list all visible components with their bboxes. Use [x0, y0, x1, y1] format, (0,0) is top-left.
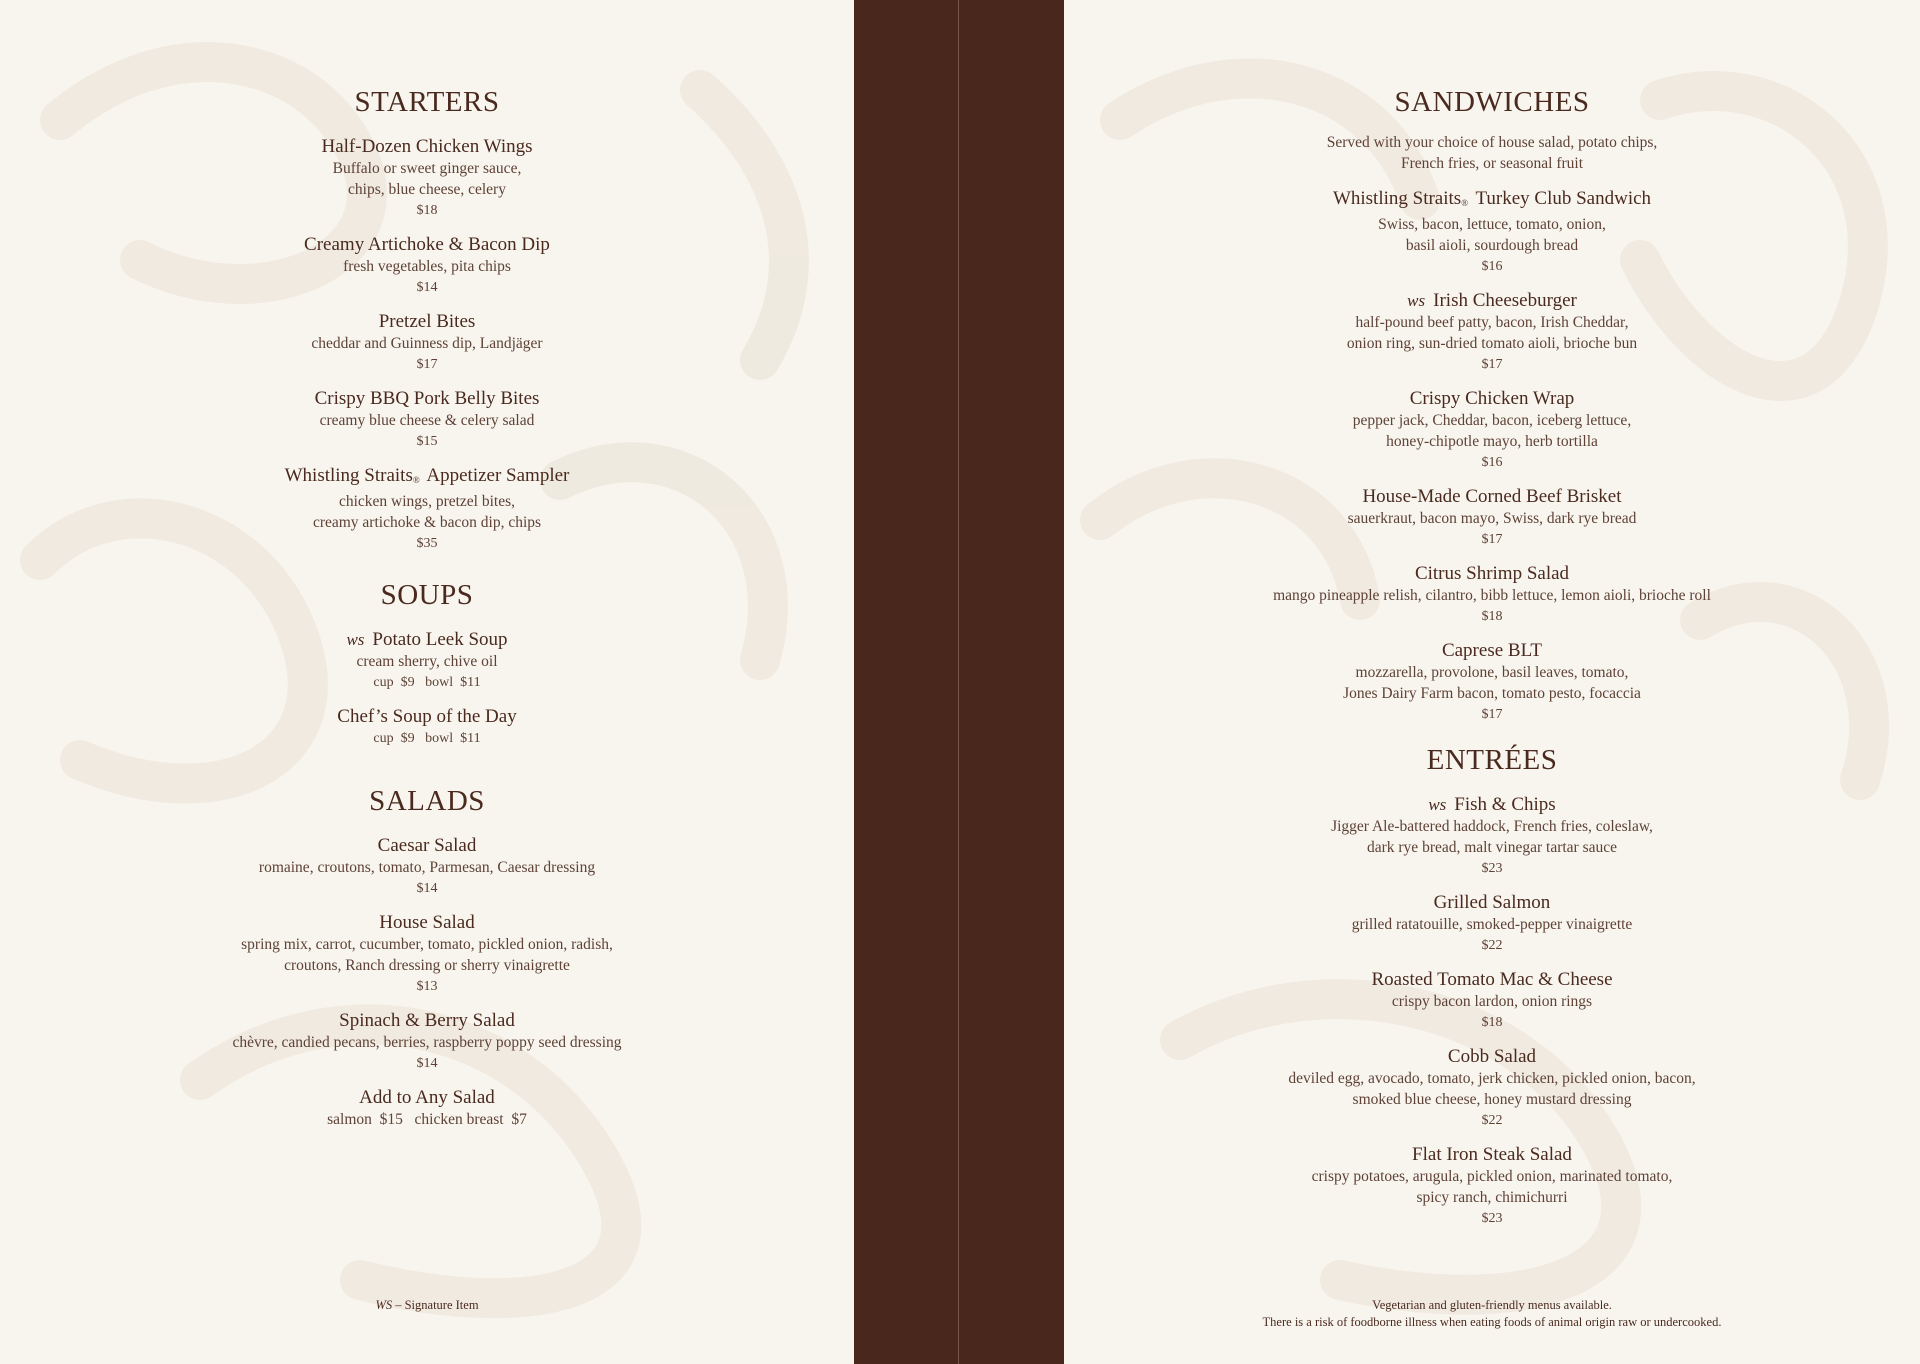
menu-item [0, 912, 854, 997]
item-description: spicy ranch, chimichurri [1416, 1189, 1568, 1206]
item-description: Swiss, bacon, lettuce, tomato, onion, [1378, 216, 1606, 233]
item-name: Add to Any Salad [359, 1087, 495, 1108]
section-title-sandwiches: SANDWICHES [1394, 86, 1590, 118]
item-description: half-pound beef patty, bacon, Irish Cheddar, [1355, 314, 1629, 331]
item-price: $18 [1481, 1015, 1503, 1030]
item-price: $14 [416, 1056, 438, 1071]
disclaimer-line: There is a risk of foodborne illness when eating foods of animal origin raw or undercooked. [1262, 1315, 1722, 1329]
menu-item [1064, 388, 1920, 473]
menu-item [1064, 290, 1920, 375]
entrees-section [1064, 742, 1920, 1242]
section-title-soups: SOUPS [380, 579, 474, 611]
item-name-rest: Turkey Club Sandwich [1475, 188, 1652, 209]
signature-legend [0, 1297, 854, 1314]
menu-item [1064, 1046, 1920, 1131]
signature-item-mark: ws [1407, 291, 1426, 310]
section-note-line: French fries, or seasonal fruit [1400, 155, 1584, 172]
item-name: Crispy BBQ Pork Belly Bites [314, 388, 540, 409]
menu-item [0, 234, 854, 298]
salads-section [0, 783, 854, 1143]
menu-item [0, 311, 854, 375]
menu-item [1064, 640, 1920, 725]
signature-item-mark: ws [346, 630, 365, 649]
item-description: smoked blue cheese, honey mustard dressing [1352, 1091, 1632, 1108]
item-name-rest: Appetizer Sampler [426, 465, 570, 486]
item-price: cup $9 bowl $11 [373, 731, 481, 746]
disclaimer-line: Vegetarian and gluten-friendly menus available. [1372, 1298, 1612, 1312]
menu-right-page [1064, 0, 1920, 1364]
menu-item [0, 835, 854, 899]
item-description: dark rye bread, malt vinegar tartar sauce [1366, 839, 1618, 856]
item-description: Jones Dairy Farm bacon, tomato pesto, focaccia [1343, 685, 1641, 702]
section-title-salads: SALADS [369, 785, 485, 817]
item-name: Creamy Artichoke & Bacon Dip [304, 234, 550, 255]
menu-item [0, 388, 854, 452]
item-description: spring mix, carrot, cucumber, tomato, pickled onion, radish, [241, 936, 613, 953]
item-price: cup $9 bowl $11 [373, 675, 481, 690]
menu-item [1064, 892, 1920, 956]
menu-left-page [0, 0, 854, 1364]
item-description: chèvre, candied pecans, berries, raspberry poppy seed dressing [232, 1034, 622, 1051]
item-price: $17 [1481, 532, 1503, 547]
starters-section [0, 84, 854, 567]
spine-fold-line [958, 0, 959, 1364]
item-name: Spinach & Berry Salad [339, 1010, 515, 1031]
item-name-text: Irish Cheeseburger [1433, 290, 1577, 311]
item-description: grilled ratatouille, smoked-pepper vinaigrette [1351, 916, 1633, 933]
item-price: $23 [1481, 861, 1503, 876]
item-description: chips, blue cheese, celery [348, 181, 506, 198]
item-name: Pretzel Bites [378, 311, 476, 332]
item-name: House-Made Corned Beef Brisket [1362, 486, 1622, 507]
item-name [0, 465, 854, 491]
item-description: crispy bacon lardon, onion rings [1391, 993, 1593, 1010]
item-name: Cobb Salad [1447, 1046, 1537, 1067]
signature-legend-text: – Signature Item [392, 1298, 479, 1312]
item-price: $14 [416, 881, 438, 896]
item-name: Grilled Salmon [1433, 892, 1551, 913]
menu-item [1064, 563, 1920, 627]
item-price: $13 [416, 979, 438, 994]
menu-item [0, 1087, 854, 1130]
menu-item [1064, 486, 1920, 550]
item-price: $16 [1481, 259, 1503, 274]
signature-item-mark: ws [1428, 795, 1447, 814]
menu-item [1064, 1144, 1920, 1229]
item-price: $22 [1481, 938, 1503, 953]
item-price: $17 [1481, 357, 1503, 372]
item-name: Citrus Shrimp Salad [1414, 563, 1570, 584]
item-price: $15 [416, 434, 438, 449]
item-name [1064, 188, 1920, 214]
registered-mark: ® [412, 475, 420, 485]
item-description: fresh vegetables, pita chips [343, 258, 511, 275]
item-name-text: Potato Leek Soup [372, 629, 508, 650]
item-price: $35 [416, 536, 438, 551]
section-title-entrees: ENTRÉES [1426, 744, 1558, 776]
item-description: mango pineapple relish, cilantro, bibb lettuce, lemon aioli, brioche roll [1273, 587, 1711, 604]
menu-item [1064, 188, 1920, 277]
item-price: $18 [1481, 609, 1503, 624]
item-name: Caesar Salad [377, 835, 477, 856]
item-name [1064, 290, 1920, 312]
item-description: crispy potatoes, arugula, pickled onion, marinated tomato, [1311, 1168, 1673, 1185]
menu-item [0, 465, 854, 554]
section-note [1064, 132, 1920, 174]
item-price-options: salmon $15 chicken breast $7 [327, 1111, 527, 1128]
section-title-starters: STARTERS [354, 86, 500, 118]
item-description: cream sherry, chive oil [356, 653, 498, 670]
item-name-text: Fish & Chips [1454, 794, 1556, 815]
item-name: House Salad [379, 912, 475, 933]
item-price: $16 [1481, 455, 1503, 470]
item-description: romaine, croutons, tomato, Parmesan, Caesar dressing [258, 859, 596, 876]
item-price: $23 [1481, 1211, 1503, 1226]
item-name: Half-Dozen Chicken Wings [321, 136, 533, 157]
item-price: $17 [416, 357, 438, 372]
item-description: sauerkraut, bacon mayo, Swiss, dark rye bread [1347, 510, 1637, 527]
item-description: pepper jack, Cheddar, bacon, iceberg lettuce, [1352, 412, 1632, 429]
item-description: cheddar and Guinness dip, Landjäger [311, 335, 543, 352]
signature-legend-mark: WS [375, 1298, 393, 1312]
item-name-brand: Whistling Straits [284, 465, 413, 486]
item-name: Flat Iron Steak Salad [1412, 1144, 1572, 1165]
item-name: Caprese BLT [1441, 640, 1543, 661]
item-price: $17 [1481, 707, 1503, 722]
item-name: Chef’s Soup of the Day [337, 706, 517, 727]
item-name-brand: Whistling Straits [1332, 188, 1462, 209]
item-description: honey-chipotle mayo, herb tortilla [1386, 433, 1598, 450]
menu-item [0, 706, 854, 749]
item-description: Jigger Ale-battered haddock, French fries, coleslaw, [1331, 818, 1653, 835]
registered-mark: ® [1461, 198, 1469, 208]
menu-item [1064, 969, 1920, 1033]
item-description: basil aioli, sourdough bread [1405, 237, 1579, 254]
item-description: croutons, Ranch dressing or sherry vinaigrette [284, 957, 570, 974]
item-name: Crispy Chicken Wrap [1409, 388, 1575, 409]
item-price: $18 [416, 203, 438, 218]
menu-item [1064, 794, 1920, 879]
item-price: $14 [416, 280, 438, 295]
item-description: chicken wings, pretzel bites, [338, 493, 516, 510]
item-description: Buffalo or sweet ginger sauce, [332, 160, 522, 177]
item-description: mozzarella, provolone, basil leaves, tomato, [1355, 664, 1629, 681]
menu-item [0, 136, 854, 221]
item-price: $22 [1481, 1113, 1503, 1128]
item-description: deviled egg, avocado, tomato, jerk chicken, pickled onion, bacon, [1288, 1070, 1696, 1087]
menu-spine [854, 0, 1064, 1364]
item-name: Roasted Tomato Mac & Cheese [1371, 969, 1613, 990]
soups-section [0, 577, 854, 762]
sandwiches-section [1064, 84, 1920, 738]
item-name [0, 629, 854, 651]
menu-disclaimer [1064, 1297, 1920, 1331]
menu-item [0, 629, 854, 693]
menu-item [0, 1010, 854, 1074]
section-note-line: Served with your choice of house salad, potato chips, [1326, 134, 1658, 151]
item-name [1064, 794, 1920, 816]
item-description: creamy blue cheese & celery salad [319, 412, 535, 429]
item-description: creamy artichoke & bacon dip, chips [312, 514, 542, 531]
item-description: onion ring, sun-dried tomato aioli, brioche bun [1346, 335, 1638, 352]
